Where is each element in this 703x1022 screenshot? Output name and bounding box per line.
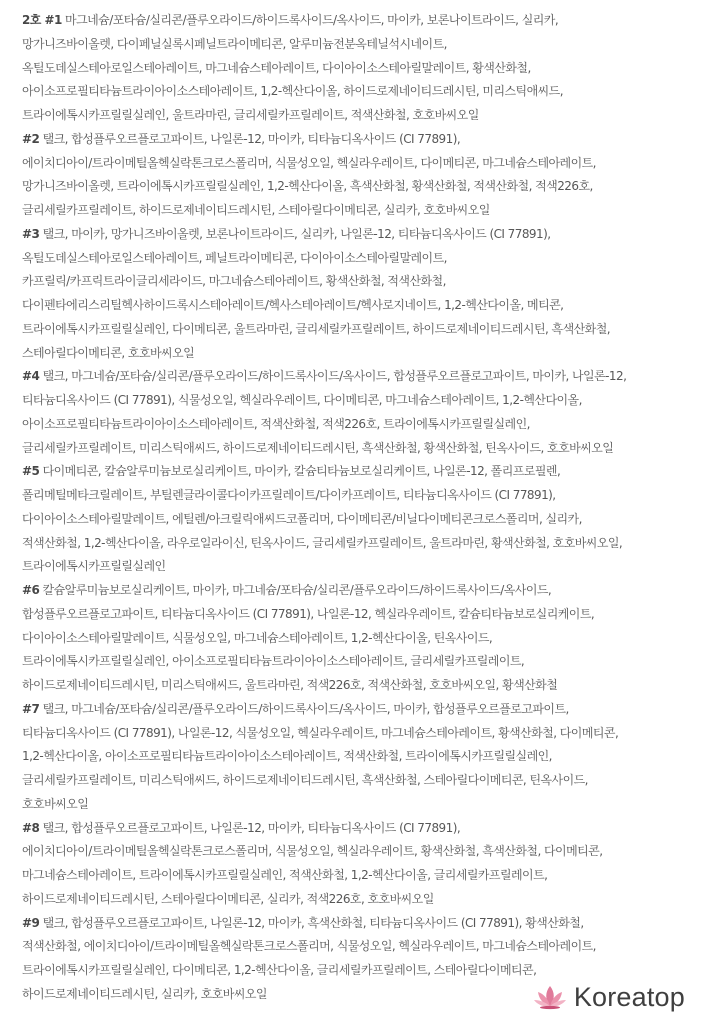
shade-label: #5 [22,464,40,479]
ingredient-text: 탤크, 합성플루오르플로고파이트, 나일론-12, 마이카, 티타늄디옥사이드 (CI 77891), [39,820,461,835]
watermark [530,978,689,1016]
ingredient-text: 다이펜타에리스리틸헥사하이드록시스테아레이트/헥사스테아레이트/헥사로지네이트, 1,2-헥산다이올, 메티콘, [22,298,564,312]
ingredient-text: 트라이에톡시카프릴릴실레인, 울트라마린, 글리세릴카프릴레이트, 적색산화철, 호호바씨오일 [22,108,479,122]
ingredient-text: 하이드로제네이티드레시틴, 실리카, 호호바씨오일 [22,986,267,1001]
ingredient-text: 탤크, 합성플루오르플로고파이트, 나일론-12, 마이카, 흑색산화철, 티타늄디옥사이드 (CI 77891), 황색산화철, [39,915,584,930]
ingredient-text: 옥틸도데실스테아로일스테아레이트, 마그네슘스테아레이트, 다이아이소스테아릴말레이트, 황색산화철, [22,60,531,75]
ingredient-text: 옥틸도데실스테아로일스테아레이트, 페닐트라이메티콘, 다이아이소스테아릴말레이트, [22,250,447,265]
lotus-logo-icon [532,982,568,1012]
ingredient-line [22,840,692,864]
ingredient-text: 탤크, 마이카, 망가니즈바이올렛, 보론나이트라이드, 실리카, 나일론-12, 티타늄디옥사이드 (CI 77891), [39,226,551,241]
ingredient-text: 티타늄디옥사이드 (CI 77891), 식물성오일, 헥실라우레이트, 다이메티콘, 마그네슘스테아레이트, 1,2-헥산다이올, [22,393,582,407]
ingredient-text: 1,2-헥산다이올, 아이소프로필티타늄트라이아이소스테아레이트, 적색산화철, 트라이에톡시카프릴릴실레인, [22,749,552,764]
shade-label: #7 [22,701,40,716]
ingredient-line [22,104,692,128]
ingredient-line [22,128,692,152]
ingredient-line [22,223,692,247]
shade-label: #2 [22,131,40,146]
ingredient-text: 다이아이소스테아릴말레이트, 에틸렌/아크릴릭애씨드코폴리머, 다이메티콘/비닐다이메티콘크로스폴리머, 실리카, [22,511,582,526]
ingredient-line [22,722,692,746]
ingredient-line [22,745,692,769]
ingredient-text: 에이치디아이/트라이메틸올헥실락톤크로스폴리머, 식물성오일, 헥실라우레이트, 황색산화철, 흑색산화철, 다이메티콘, [22,844,603,859]
ingredient-line [22,508,692,532]
ingredient-line [22,484,692,508]
ingredient-line [22,935,692,959]
ingredient-text: 아이소프로필티타늄트라이아이소스테아레이트, 적색산화철, 적색226호, 트라이에톡시카프릴릴실레인, [22,416,530,431]
ingredient-line [22,698,692,722]
ingredient-text: 트라이에톡시카프릴릴실레인, 아이소프로필티타늄트라이아이소스테아레이트, 글리세릴카프릴레이트, [22,654,525,669]
ingredient-line [22,864,692,888]
ingredient-line [22,270,692,294]
ingredient-text: 카프릴릭/카프릭트라이글리세라이드, 마그네슘스테아레이트, 황색산화철, 적색산화철, [22,274,446,289]
ingredient-text: 합성플루오르플로고파이트, 티타늄디옥사이드 (CI 77891), 나일론-12, 헥실라우레이트, 칼슘티타늄보로실리케이트, [22,606,595,621]
ingredient-text: 트라이에톡시카프릴릴실레인, 다이메티콘, 울트라마린, 글리세릴카프릴레이트, 하이드로제네이티드레시틴, 흑색산화철, [22,321,611,336]
ingredient-line [22,555,692,579]
shade-label: #6 [22,583,40,597]
ingredient-text: 호호바씨오일 [22,796,89,811]
ingredient-line [22,817,692,841]
ingredient-text: 적색산화철, 1,2-헥산다이올, 라우로일라이신, 틴옥사이드, 글리세릴카프릴레이트, 울트라마린, 황색산화철, 호호바씨오일, [22,535,623,550]
ingredient-line [22,389,692,413]
ingredient-line [22,460,692,484]
ingredient-text: 글리세릴카프릴레이트, 미리스틱애씨드, 하이드로제네이티드레시틴, 흑색산화철, 황색산화철, 틴옥사이드, 호호바씨오일 [22,440,614,455]
ingredient-text: 다이메티콘, 칼슘알루미늄보로실리케이트, 마이카, 칼슘티타늄보로실리케이트, 나일론-12, 폴리프로필렌, [39,464,561,479]
ingredient-line [22,532,692,556]
ingredient-text: 망가니즈바이올렛, 트라이에톡시카프릴릴실레인, 1,2-헥산다이올, 흑색산화철, 황색산화철, 적색산화철, 적색226호, [22,179,593,194]
ingredient-line [22,413,692,437]
shade-label: #3 [22,226,40,241]
ingredient-line [22,603,692,627]
shade-label: #8 [22,820,40,835]
ingredient-line [22,650,692,674]
ingredient-text: 트라이에톡시카프릴릴실레인, 다이메티콘, 1,2-헥산다이올, 글리세릴카프릴레이트, 스테아릴다이메티콘, [22,963,537,977]
ingredient-text: 칼슘알루미늄보로실리케이트, 마이카, 마그네슘/포타슘/실리콘/플루오라이드/하이드록사이드/옥사이드, [39,583,552,597]
ingredient-line [22,175,692,199]
ingredient-text: 하이드로제네이티드레시틴, 스테아릴다이메티콘, 실리카, 적색226호, 호호바씨오일 [22,891,434,906]
ingredient-text: 마그네슘스테아레이트, 트라이에톡시카프릴릴실레인, 적색산화철, 1,2-헥산다이올, 글리세릴카프릴레이트, [22,868,548,882]
ingredient-line [22,437,692,461]
ingredient-line [22,888,692,912]
shade-label: #9 [22,915,40,930]
ingredient-line [22,294,692,318]
ingredient-text: 에이치디아이/트라이메틸올헥실락톤크로스폴리머, 식물성오일, 헥실라우레이트, 다이메티콘, 마그네슘스테아레이트, [22,155,596,170]
ingredient-text: 마그네슘/포타슘/실리콘/플루오라이드/하이드록사이드/옥사이드, 마이카, 보론나이트라이드, 실리카, [61,13,559,27]
ingredient-text: 다이아이소스테아릴말레이트, 식물성오일, 마그네슘스테아레이트, 1,2-헥산다이올, 틴옥사이드, [22,630,493,645]
ingredient-text: 탤크, 마그네슘/포타슘/실리콘/플루오라이드/하이드록사이드/옥사이드, 마이카, 합성플루오르플로고파이트, [39,701,569,716]
ingredient-line [22,342,692,366]
ingredient-line [22,769,692,793]
ingredient-list [22,9,692,1007]
ingredient-text: 망가니즈바이올렛, 다이페닐실록시페닐트라이메티콘, 알루미늄전분옥테닐석시네이트, [22,36,447,51]
ingredient-line [22,247,692,271]
ingredient-text: 글리세릴카프릴레이트, 하이드로제네이티드레시틴, 스테아릴다이메티콘, 실리카, 호호바씨오일 [22,203,490,217]
ingredient-line [22,9,692,33]
ingredient-text: 적색산화철, 에이치디아이/트라이메틸올헥실락톤크로스폴리머, 식물성오일, 헥실라우레이트, 마그네슘스테아레이트, [22,939,596,954]
ingredient-line [22,365,692,389]
ingredient-text: 탤크, 마그네슘/포타슘/실리콘/플루오라이드/하이드록사이드/옥사이드, 합성플루오르플로고파이트, 마이카, 나일론-12, [39,369,627,384]
ingredient-line [22,57,692,81]
ingredient-line [22,912,692,936]
ingredient-line [22,33,692,57]
ingredient-line [22,627,692,651]
ingredient-line [22,793,692,817]
ingredient-text: 하이드로제네이티드레시틴, 미리스틱애씨드, 울트라마린, 적색226호, 적색산화철, 호호바씨오일, 황색산화철 [22,678,558,692]
shade-label: #4 [22,369,40,384]
shade-label: 2호 #1 [22,13,62,27]
ingredient-line [22,199,692,223]
ingredient-line [22,674,692,698]
ingredient-line [22,80,692,104]
ingredient-line [22,152,692,176]
ingredient-text: 글리세릴카프릴레이트, 미리스틱애씨드, 하이드로제네이티드레시틴, 흑색산화철, 스테아릴다이메티콘, 틴옥사이드, [22,773,588,787]
ingredient-text: 아이소프로필티타늄트라이아이소스테아레이트, 1,2-헥산다이올, 하이드로제네이티드레시틴, 미리스틱애씨드, [22,84,563,99]
ingredient-line [22,318,692,342]
ingredient-text: 트라이에톡시카프릴릴실레인 [22,559,166,574]
ingredient-text: 폴리메틸메타크릴레이트, 부틸렌글라이콜다이카프릴레이트/다이카프레이트, 티타늄디옥사이드 (CI 77891), [22,488,556,502]
ingredient-text: 티타늄디옥사이드 (CI 77891), 나일론-12, 식물성오일, 헥실라우레이트, 마그네슘스테아레이트, 황색산화철, 다이메티콘, [22,725,619,740]
ingredient-line [22,579,692,603]
ingredient-text: 탤크, 합성플루오르플로고파이트, 나일론-12, 마이카, 티타늄디옥사이드 (CI 77891), [39,131,461,146]
ingredient-text: 스테아릴다이메티콘, 호호바씨오일 [22,345,195,360]
watermark-text: Koreatop [573,982,685,1012]
